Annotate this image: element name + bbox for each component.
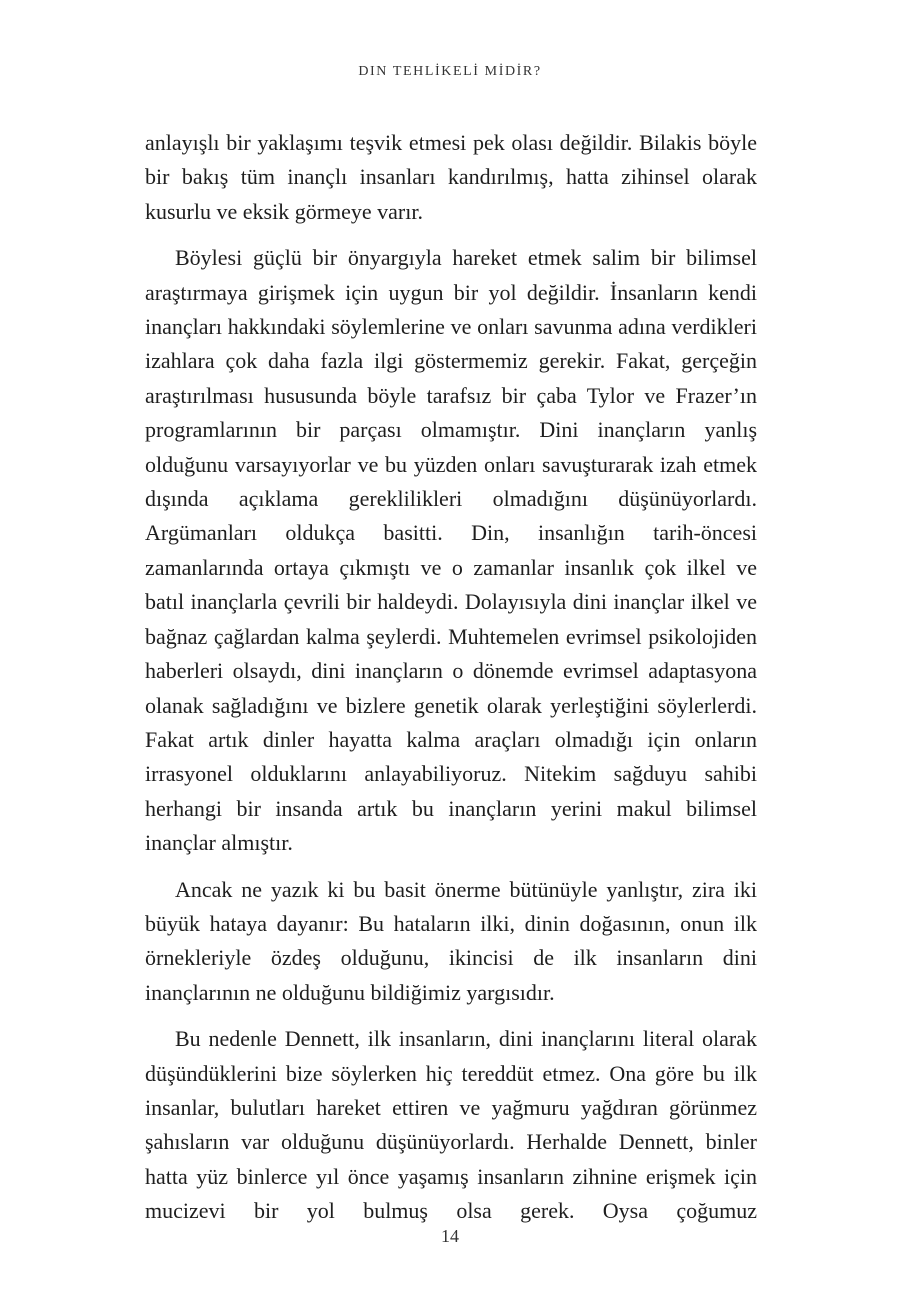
page-number: 14 <box>441 1226 459 1246</box>
paragraph: Böylesi güçlü bir önyargıyla hareket etmek salim bir bilimsel araştırmaya girişmek için uygun bir yol değildir. İnsanların kendi inançları hakkındaki söylemlerine ve onları savunma adına verdikleri izahlara çok daha fazla ilgi göstermemiz gerekir. Fakat, gerçeğin araştırılması hususunda böyle tarafsız bir çaba Tylor ve Frazer’ın programlarının bir parçası olmamıştır. Dini inançların yanlış olduğunu varsayıyorlar ve bu yüzden onları savuşturarak izah etmek dışında açıklama gereklilikleri olmadığını düşünüyorlardı. Argümanları oldukça basitti. Din, insanlığın tarih-öncesi zamanlarında ortaya çıkmıştı ve o zamanlar insanlık çok ilkel ve batıl inançlarla çevrili bir haldeydi. Dolayısıyla dini inançlar ilkel ve bağnaz çağlardan kalma şeylerdi. Muhtemelen evrimsel psikolojiden haberleri olsaydı, dini inançların o dönemde evrimsel adaptasyona olanak sağladığını ve bizlere genetik olarak yerleştiğini söylerlerdi. Fakat artık dinler hayatta kalma araçları olmadığı için onların irrasyonel olduklarını anlayabiliyoruz. Nitekim sağduyu sahibi herhangi bir insanda artık bu inançların yerini makul bilimsel inançlar almıştır. <box>145 245 757 856</box>
body-text <box>145 126 757 1241</box>
paragraph: Bu nedenle Dennett, ilk insanların, dini inançlarını literal olarak düşündüklerini bize söylerken hiç tereddüt etmez. Ona göre bu ilk insanlar, bulutları hareket ettiren ve yağmuru yağdıran görünmez şahısların var olduğunu düşünüyorlardı. Herhalde Dennett, binler hatta yüz binlerce yıl önce yaşamış insanların zihnine erişmek için mucizevi bir yol bulmuş olsa gerek. Oysa çoğumuz <box>145 1026 757 1224</box>
paragraph: Ancak ne yazık ki bu basit önerme bütünüyle yanlıştır, zira iki büyük hataya dayanır: Bu hataların ilki, dinin doğasının, onun ilk örnekleriyle özdeş olduğunu, ikincisi de ilk insanların dini inançlarının ne olduğunu bildiğimiz yargısıdır. <box>145 876 757 1005</box>
running-header: DIN TEHLİKELİ MİDİR? <box>358 64 542 79</box>
paragraph-continued: anlayışlı bir yaklaşımı teşvik etmesi pek olası değildir. Bilakis böyle bir bakış tüm inançlı insanları kandırılmış, hatta zihinsel olarak kusurlu ve eksik görmeye varır. <box>145 130 757 224</box>
